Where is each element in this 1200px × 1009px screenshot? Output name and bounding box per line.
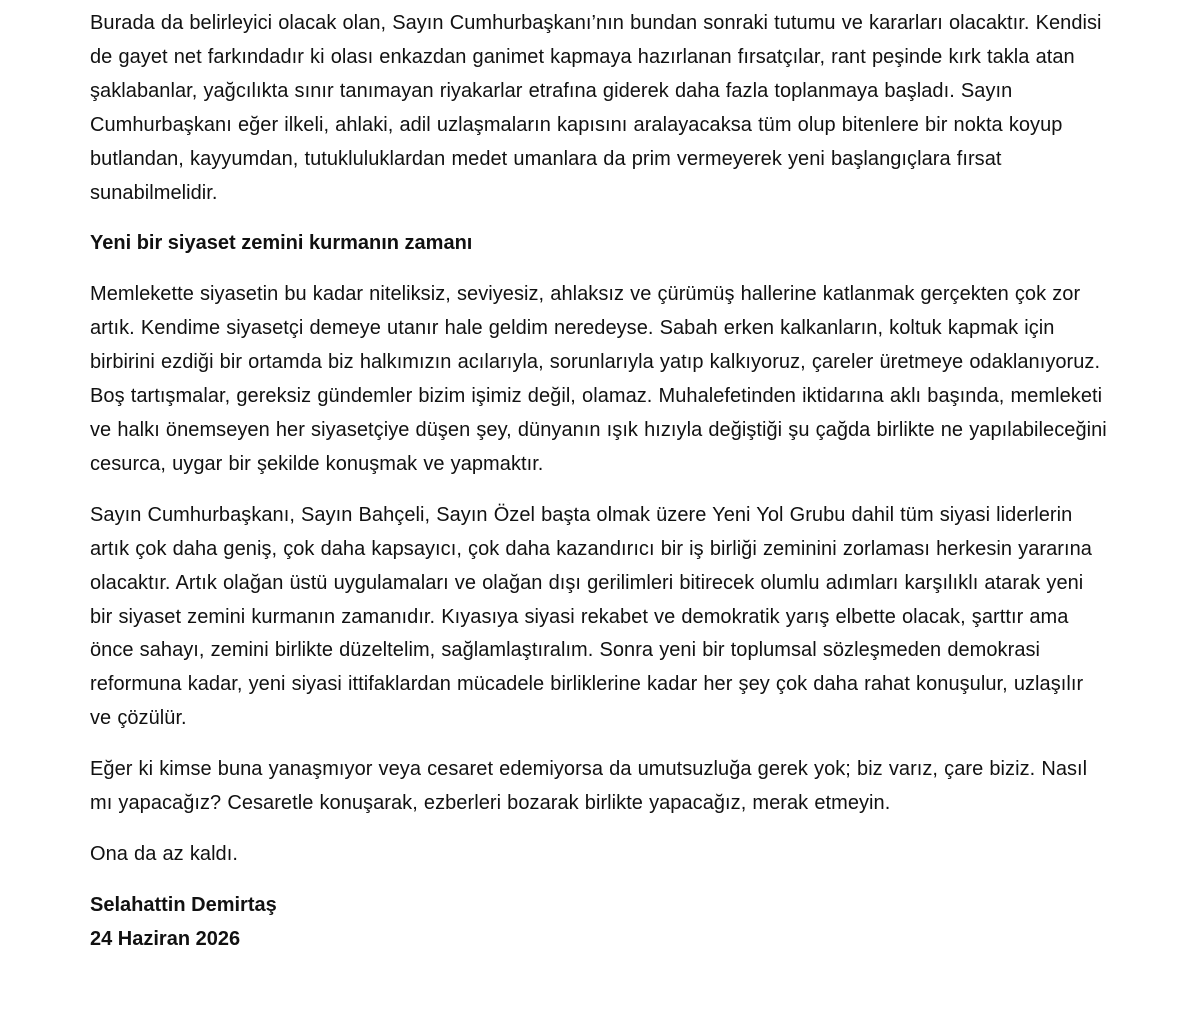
signature-date: 24 Haziran 2026 — [90, 927, 241, 950]
paragraph-politics-quality: Memlekette siyasetin bu kadar niteliksiz, seviyesiz, ahlaksız ve çürümüş hallerine katlanmak gerçekten çok zor artık. Kendime siyasetçi demeye utanır hale geldim neredeyse. Sabah erken kalkanların, koltuk kapmak için birbirini ezdiği bir ortamda biz halkımızın acılarıyla, sorunlarıyla yatıp kalkıyoruz, çareler üretmeye odaklanıyoruz. Boş tartışmalar, gereksiz gündemler bizim işimiz değil, olamaz. Muhalefetinden iktidarına aklı başında, memleketi ve halkı önemseyen her siyasetçiye düşen şey, dünyanın ışık hızıyla değiştiği şu çağda birlikte ne yapılabileceğini cesurca, uygar bir şekilde konuşmak ve yapmaktır. — [90, 283, 1107, 475]
section-heading: Yeni bir siyaset zemini kurmanın zamanı — [90, 232, 473, 255]
document-page — [90, 7, 1110, 957]
paragraph-hope: Eğer ki kimse buna yanaşmıyor veya cesaret edemiyorsa da umutsuzluğa gerek yok; biz varız, çare biziz. Nasıl mı yapacağız? Cesaretle konuşarak, ezberleri bozarak birlikte yapacağız, merak etmeyin. — [90, 758, 1088, 815]
signature-block — [90, 889, 1110, 957]
paragraph-closing: Ona da az kaldı. — [90, 842, 238, 865]
author-name: Selahattin Demirtaş — [90, 893, 277, 916]
paragraph-intro: Burada da belirleyici olacak olan, Sayın Cumhurbaşkanı’nın bundan sonraki tutumu ve kararları olacaktır. Kendisi de gayet net farkındadır ki olası enkazdan ganimet kapmaya hazırlanan fırsatçılar, rant peşinde kırk takla atan şaklabanlar, yağcılıkta sınır tanımayan riyakarlar etrafına giderek daha fazla toplanmaya başladı. Sayın Cumhurbaşkanı eğer ilkeli, ahlaki, adil uzlaşmaların kapısını aralayacaksa tüm olup bitenlere bir nokta koyup butlandan, kayyumdan, tutukluluklardan medet umanlara da prim vermeyerek yeni başlangıçlara fırsat sunabilmelidir. — [90, 12, 1102, 204]
paragraph-cooperation-call: Sayın Cumhurbaşkanı, Sayın Bahçeli, Sayın Özel başta olmak üzere Yeni Yol Grubu dahil tüm siyasi liderlerin artık çok daha geniş, çok daha kapsayıcı, çok daha kazandırıcı bir iş birliği zeminini zorlaması herkesin yararına olacaktır. Artık olağan üstü uygulamaları ve olağan dışı gerilimleri bitirecek olumlu adımları karşılıklı atarak yeni bir siyaset zemini kurmanın zamanıdır. Kıyasıya siyasi rekabet ve demokratik yarış elbette olacak, şarttır ama önce sahayı, zemini birlikte düzeltelim, sağlamlaştıralım. Sonra yeni bir toplumsal sözleşmeden demokrasi reformuna kadar, yeni siyasi ittifaklardan mücadele birliklerine kadar her şey çok daha rahat konuşulur, uzlaşılır ve çözülür. — [90, 503, 1092, 730]
